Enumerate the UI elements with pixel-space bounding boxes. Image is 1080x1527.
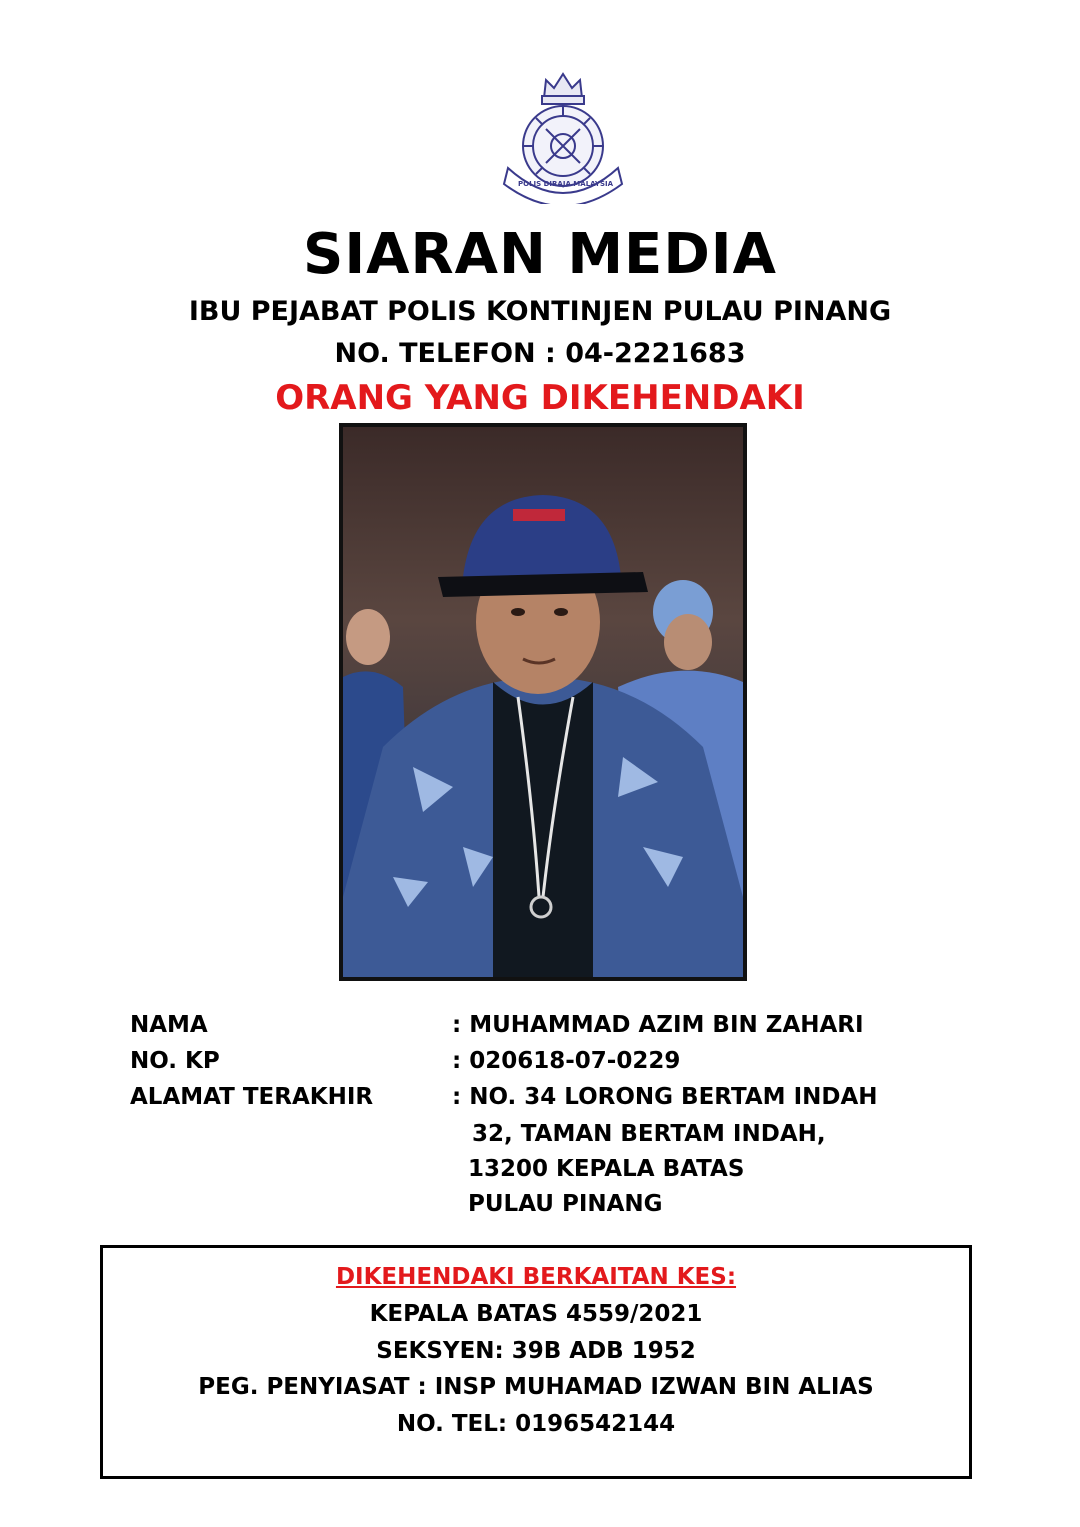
wanted-notice: ORANG YANG DIKEHENDAKI <box>275 378 805 418</box>
ic-value: : 020618-07-0229 <box>452 1048 681 1074</box>
suspect-photo <box>339 423 747 981</box>
officer-phone: NO. TEL: 0196542144 <box>396 1411 676 1437</box>
investigating-officer: PEG. PENYIASAT : INSP MUHAMAD IZWAN BIN ALIAS <box>198 1374 874 1400</box>
address-line: PULAU PINANG <box>468 1191 663 1217</box>
address-line: 32, TAMAN BERTAM INDAH, <box>472 1121 826 1147</box>
crest-banner-text: POLIS DIRAJA MALAYSIA <box>518 180 614 188</box>
ic-label: NO. KP <box>130 1048 220 1074</box>
address-line: 13200 KEPALA BATAS <box>468 1156 745 1182</box>
name-value: : MUHAMMAD AZIM BIN ZAHARI <box>452 1012 864 1038</box>
case-heading: DIKEHENDAKI BERKAITAN KES: <box>335 1264 737 1290</box>
case-details-box <box>100 1245 972 1479</box>
office-name: IBU PEJABAT POLIS KONTINJEN PULAU PINANG <box>188 296 892 327</box>
name-label: NAMA <box>130 1012 208 1038</box>
royal-malaysia-police-crest-icon <box>498 68 628 204</box>
case-section: SEKSYEN: 39B ADB 1952 <box>376 1338 696 1364</box>
case-number: KEPALA BATAS 4559/2021 <box>369 1301 703 1327</box>
address-line: : NO. 34 LORONG BERTAM INDAH <box>452 1084 878 1110</box>
address-label: ALAMAT TERAKHIR <box>130 1084 374 1110</box>
office-phone: NO. TELEFON : 04-2221683 <box>334 338 746 369</box>
page-title: SIARAN MEDIA <box>303 222 777 287</box>
